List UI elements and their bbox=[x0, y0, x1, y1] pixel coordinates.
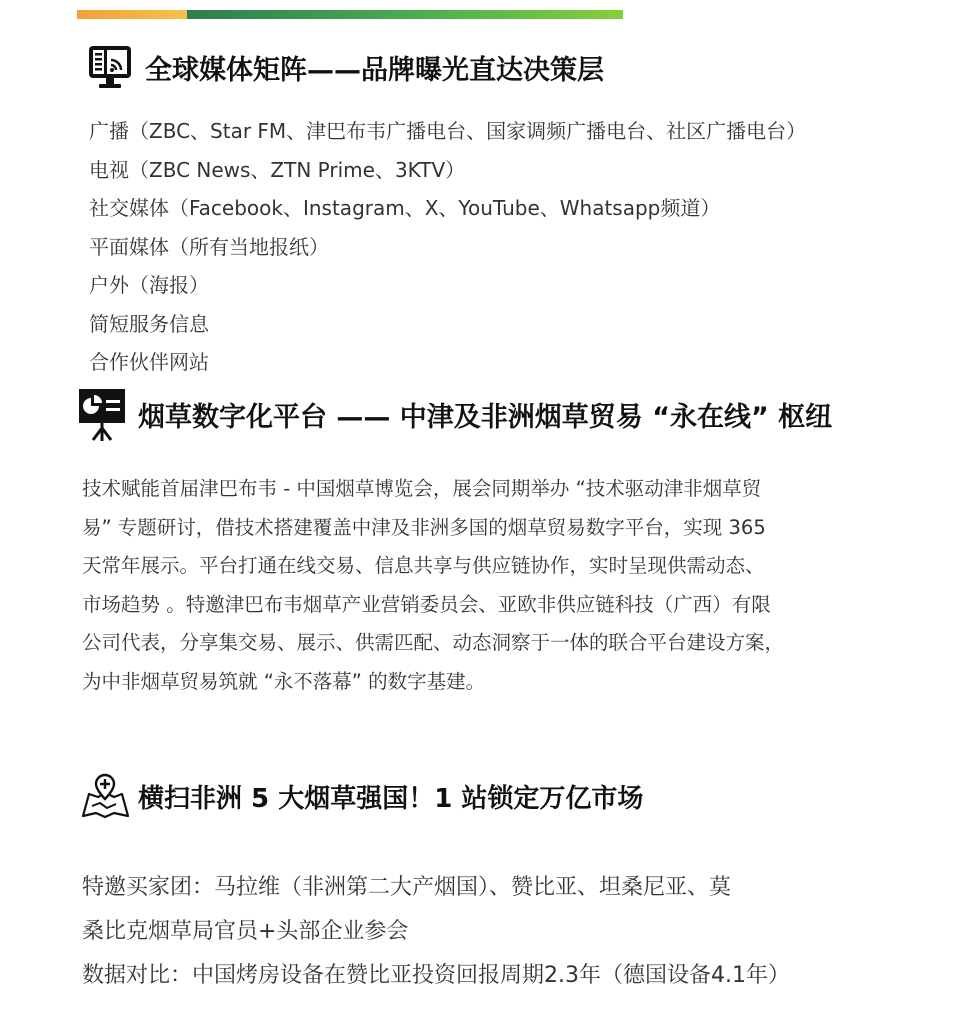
detail-line: 特邀买家团：马拉维（非洲第二大产烟国）、赞比亚、坦桑尼亚、莫 bbox=[82, 875, 732, 900]
map-pin-icon bbox=[80, 772, 130, 820]
detail-line: 桑比克烟草局官员+头部企业参会 bbox=[82, 919, 409, 944]
section-title-media: 全球媒体矩阵——品牌曝光直达决策层 bbox=[145, 54, 604, 86]
list-item: 合作伙伴网站 bbox=[89, 350, 209, 374]
list-item: 户外（海报） bbox=[89, 273, 209, 297]
accent-bar-green bbox=[187, 10, 623, 19]
section-title-africa: 横扫非洲 5 大烟草强国！1 站锁定万亿市场 bbox=[138, 783, 644, 814]
paragraph-line: 公司代表，分享集交易、展示、供需匹配、动态洞察于一体的联合平台建设方案， bbox=[82, 631, 785, 655]
monitor-broadcast-icon bbox=[87, 44, 133, 90]
section-title-platform: 烟草数字化平台 —— 中津及非洲烟草贸易 “永在线” 枢纽 bbox=[138, 401, 833, 433]
list-item: 社交媒体（Facebook、Instagram、X、YouTube、Whatsapp频道） bbox=[89, 196, 721, 220]
top-accent-bar bbox=[77, 10, 623, 19]
detail-line: 数据对比：中国烤房设备在赞比亚投资回报周期2.3年（德国设备4.1年） bbox=[82, 963, 790, 988]
list-item: 广播（ZBC、Star FM、津巴布韦广播电台、国家调频广播电台、社区广播电台） bbox=[89, 119, 807, 143]
paragraph-line: 技术赋能首届津巴布韦 - 中国烟草博览会，展会同期举办 “技术驱动津非烟草贸 bbox=[82, 477, 762, 500]
paragraph-line: 天常年展示。平台打通在线交易、信息共享与供应链协作，实时呈现供需动态、 bbox=[82, 554, 765, 578]
list-item: 电视（ZBC News、ZTN Prime、3KTV） bbox=[89, 157, 466, 182]
africa-details bbox=[82, 866, 902, 998]
section-heading-platform bbox=[78, 386, 832, 442]
section-heading-africa bbox=[80, 772, 643, 820]
section-heading-media bbox=[87, 44, 604, 90]
presentation-board-icon bbox=[78, 386, 126, 442]
accent-bar-orange bbox=[77, 10, 187, 19]
media-channel-list bbox=[89, 114, 806, 384]
list-item: 平面媒体（所有当地报纸） bbox=[89, 234, 329, 259]
platform-description bbox=[82, 470, 872, 702]
paragraph-line: 为中非烟草贸易筑就 “永不落幕” 的数字基建。 bbox=[82, 669, 486, 693]
list-item: 简短服务信息 bbox=[89, 311, 209, 336]
paragraph-line: 市场趋势 。特邀津巴布韦烟草产业营销委员会、亚欧非供应链科技（广西）有限 bbox=[82, 592, 771, 616]
paragraph-line: 易” 专题研讨，借技术搭建覆盖中津及非洲多国的烟草贸易数字平台，实现 365 bbox=[82, 515, 766, 539]
